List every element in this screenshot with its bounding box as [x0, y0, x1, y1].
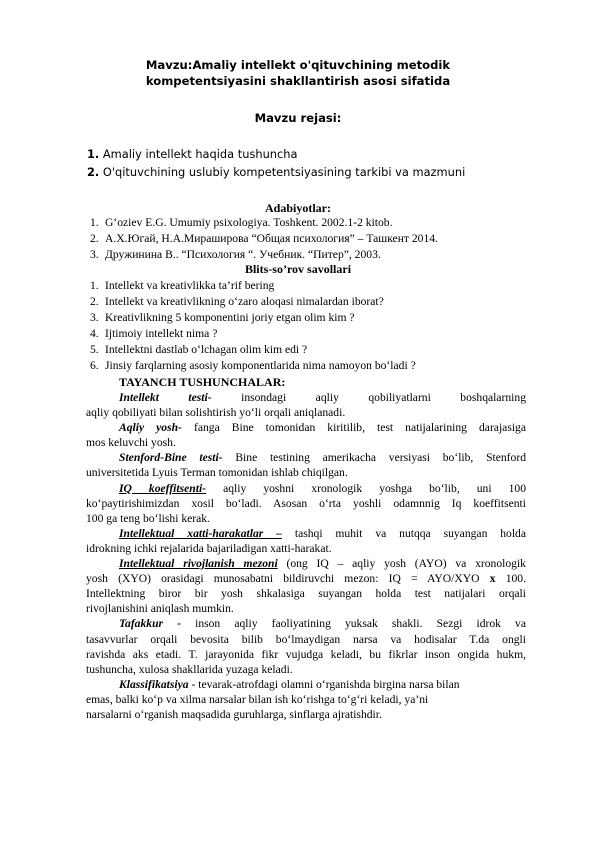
literature-item: 2. А.Х.Югай, Н.А.Мираширова “Общая психология” – Ташкент 2014.: [90, 232, 438, 245]
literature-list: [90, 215, 438, 263]
term-paragraph: Klassifikatsiya - tevarak-atrofdagi olamni o‘rganishda birgina narsa bilan emas, balki ko‘p va xilma narsalar bilan ish ko‘rishga to‘g‘ri keladi, ya’ni narsalarni o‘rganish maqsadida guruhlarga, sinflarga ajratishdir.: [86, 677, 460, 721]
terms-body: [86, 390, 526, 722]
term-paragraph: Stenford-Bine testi- Bine testining amerikacha versiyasi bo‘lib, Stenford universitetida Lyuis Terman tomonidan ishlab chiqilgan.: [86, 451, 526, 480]
blits-item: 5. Intellektni dastlab o‘lchagan olim kim edi ?: [90, 343, 308, 356]
blits-item: 4. Ijtimoiy intellekt nima ?: [90, 327, 218, 340]
plan-list: [87, 145, 465, 181]
term-label: Stenford-Bine testi-: [119, 451, 223, 465]
blits-item: 1. Intellekt va kreativlikka ta’rif bering: [90, 279, 275, 292]
term-label: Aqliy yosh-: [119, 421, 182, 435]
blits-list: [90, 278, 416, 374]
term-label: Intellektual rivojlanish mezoni: [119, 557, 278, 571]
term-label: Klassifikatsiya: [119, 677, 189, 691]
plan-title: Mavzu rejasi:: [254, 111, 342, 125]
literature-title: Adabiyotlar:: [265, 201, 331, 215]
term-paragraph: IQ koeffitsenti- aqliy yoshni xronologik yoshga bo‘lib, uni 100 ko‘paytirishimizdan xosil bo‘ladi. Asosan o‘rta yoshli odamnnig Iq koeffitsenti 100 ga teng bo‘lishi kerak.: [86, 481, 526, 525]
title-line-1: Mavzu:Amaliy intellekt o'qituvchining metodik: [145, 58, 451, 72]
blits-title: Blits-so’rov savollari: [244, 262, 352, 276]
terms-title: TAYANCH TUSHUNCHALAR:: [119, 375, 286, 389]
term-label: IQ koeffitsenti-: [119, 481, 207, 495]
term-paragraph: Intellektual xatti-harakatlar – tashqi muhit va nutqqa suyangan holda idrokning ichki rejalarida bajariladigan xatti-harakat.: [86, 526, 526, 555]
document-title: [0, 57, 596, 89]
term-paragraph: Aqliy yosh- fanga Bine tomonidan kiritilib, test natijalarining darajasiga mos keluvchi yosh.: [86, 421, 526, 450]
term-label: Intellekt testi-: [119, 391, 212, 404]
title-line-2: kompetentsiyasini shakllantirish asosi sifatida: [145, 74, 451, 88]
literature-item: 3. Дружинина В.. “Психология “. Учебник. “Питер”, 2003.: [90, 248, 381, 261]
literature-item: 1. G‘oziev E.G. Umumiy psixologiya. Toshkent. 2002.1-2 kitob.: [90, 216, 393, 229]
term-label: Intellektual xatti-harakatlar –: [119, 526, 282, 540]
blits-item: 3. Kreativlikning 5 komponentini joriy etgan olim kim ?: [90, 311, 355, 324]
blits-item: 2. Intellekt va kreativlikning o‘zaro aloqasi nimalardan iborat?: [90, 295, 384, 308]
term-paragraph: Intellekt testi- insondagi aqliy qobiliyatlarni boshqalarning aqliy qobiliyati bilan solishtirish yo‘li orqali aniqlanadi.: [86, 391, 526, 420]
term-paragraph: Tafakkur - inson aqliy faoliyatining yuksak shakli. Sezgi idrok va tasavvurlar orqali bevosita bilib bo‘lmaydigan narsa va hodisalar T.da ongli ravishda aks etadi. T. jarayonida fikr vujudga keladi, bu fikrlar inson ongida hukm, tushuncha, xulosa shakllarida yuzaga keladi.: [86, 617, 526, 676]
term-paragraph: Intellektual rivojlanish mezoni (ong IQ – aqliy yosh (AYO) va xronologik yosh (XYO) orasidagi munosabatni bildiruvchi mezon: IQ = AYO/XYO x 100. Intellektning biror bir yosh shkalasiga suyangan holda test natijalari orqali rivojlanishini aniqlash mumkin.: [86, 557, 526, 616]
term-label: Tafakkur -: [119, 617, 181, 631]
blits-item: 6. Jinsiy farqlarning asosiy komponentlarida nima namoyon bo‘ladi ?: [90, 359, 416, 372]
plan-item: 2. O'qituvchining uslubiy kompetentsiyasining tarkibi va mazmuni: [87, 165, 466, 179]
plan-item: 1. Amaliy intellekt haqida tushuncha: [87, 147, 298, 161]
